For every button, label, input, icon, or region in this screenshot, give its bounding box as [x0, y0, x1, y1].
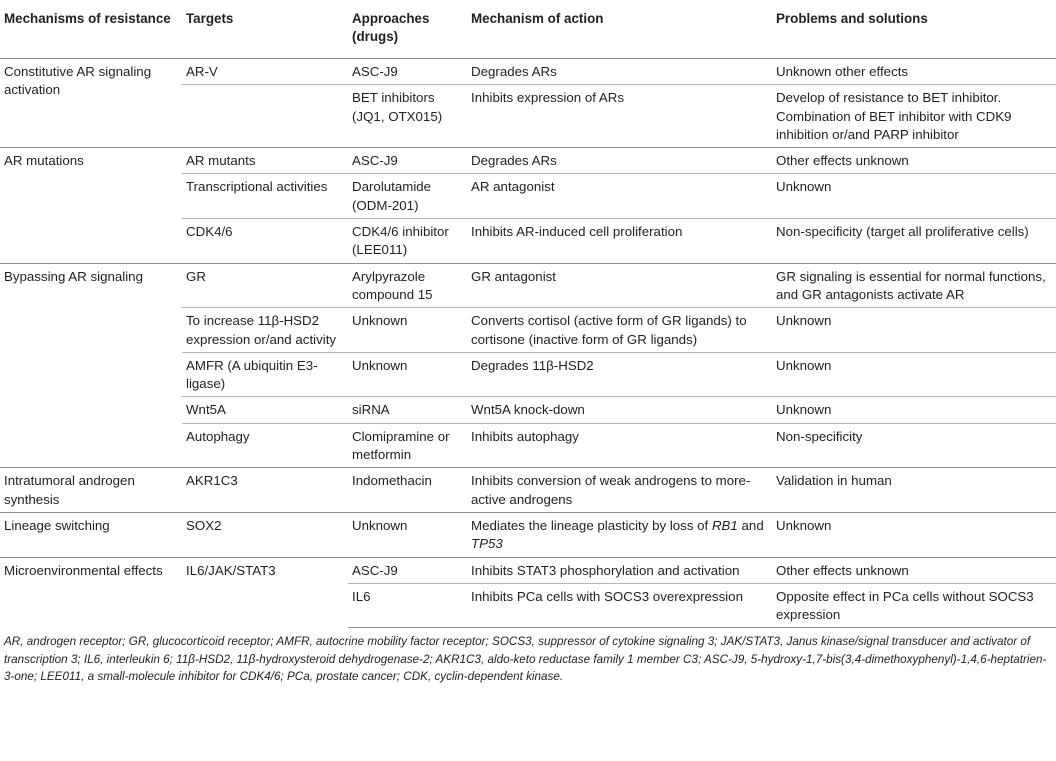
gene-rb1: RB1 — [711, 517, 738, 533]
target-cell: IL6/JAK/STAT3 — [182, 557, 348, 628]
header-targets: Targets — [182, 0, 348, 59]
table-row — [0, 148, 1056, 174]
action-and: and — [737, 517, 764, 533]
table-row — [0, 263, 1056, 308]
target-cell — [182, 85, 348, 148]
action-cell: Wnt5A knock-down — [467, 397, 772, 423]
table-row — [0, 557, 1056, 583]
action-cell: Inhibits PCa cells with SOCS3 overexpression — [467, 583, 772, 628]
problem-cell: Unknown — [772, 308, 1056, 353]
problem-cell: Validation in human — [772, 468, 1056, 513]
problem-cell: Other effects unknown — [772, 148, 1056, 174]
approach-cell: Unknown — [348, 352, 467, 397]
mechanism-cell: Microenvironmental effects — [0, 557, 182, 628]
mechanism-cell: Intratumoral androgen synthesis — [0, 468, 182, 513]
target-cell: To increase 11β-HSD2 expression or/and activity — [182, 308, 348, 353]
approach-cell: Arylpyrazole compound 15 — [348, 263, 467, 308]
problem-cell: Unknown — [772, 397, 1056, 423]
action-cell: Degrades 11β-HSD2 — [467, 352, 772, 397]
action-cell: Converts cortisol (active form of GR ligands) to cortisone (inactive form of GR ligands) — [467, 308, 772, 353]
action-cell: Inhibits STAT3 phosphorylation and activation — [467, 557, 772, 583]
approach-cell: siRNA — [348, 397, 467, 423]
table-row — [0, 468, 1056, 513]
problem-cell: Other effects unknown — [772, 557, 1056, 583]
target-cell: Autophagy — [182, 423, 348, 468]
header-row — [0, 0, 1056, 59]
approach-cell: CDK4/6 inhibitor (LEE011) — [348, 219, 467, 264]
target-cell: AMFR (A ubiquitin E3-ligase) — [182, 352, 348, 397]
mechanism-cell: Bypassing AR signaling — [0, 263, 182, 468]
approach-cell: ASC-J9 — [348, 59, 467, 85]
action-cell: GR antagonist — [467, 263, 772, 308]
approach-cell: Unknown — [348, 512, 467, 557]
problem-cell: Opposite effect in PCa cells without SOCS3 expression — [772, 583, 1056, 628]
action-cell — [467, 512, 772, 557]
target-cell: CDK4/6 — [182, 219, 348, 264]
approach-cell: BET inhibitors (JQ1, OTX015) — [348, 85, 467, 148]
target-cell: Wnt5A — [182, 397, 348, 423]
problem-cell: Unknown — [772, 174, 1056, 219]
target-cell: AR-V — [182, 59, 348, 85]
header-problems: Problems and solutions — [772, 0, 1056, 59]
action-cell: Degrades ARs — [467, 148, 772, 174]
mechanism-cell: AR mutations — [0, 148, 182, 263]
target-cell: AR mutants — [182, 148, 348, 174]
target-cell: Transcriptional activities — [182, 174, 348, 219]
problem-cell: Unknown — [772, 352, 1056, 397]
table-row — [0, 512, 1056, 557]
header-mechanism: Mechanisms of resistance — [0, 0, 182, 59]
gene-tp53: TP53 — [471, 536, 503, 552]
table-footnote: AR, androgen receptor; GR, glucocorticoid receptor; AMFR, autocrine mobility factor receptor; SOCS3, suppressor of cytokine signaling 3; JAK/STAT3, Janus kinase/signal transducer and activator of transcription 3; IL6, interleukin 6; 11β-HSD2, 11β-hydroxysteroid dehydrogenase-2; AKR1C3, aldo-keto reductase family 1 member C3; ASC-J9, 5-hydroxy-1,7-bis(3,4-dimethoxyphenyl)-1,4,6-heptatrien-3-one; LEE011, a small-molecule inhibitor for CDK4/6; PCa, prostate cancer; CDK, cyclin-dependent kinase. — [4, 635, 1047, 684]
action-cell: AR antagonist — [467, 174, 772, 219]
action-cell: Inhibits autophagy — [467, 423, 772, 468]
target-cell: GR — [182, 263, 348, 308]
action-text: Mediates the lineage plasticity by loss of — [471, 517, 712, 533]
problem-cell: Unknown — [772, 512, 1056, 557]
target-cell: AKR1C3 — [182, 468, 348, 513]
action-cell: Degrades ARs — [467, 59, 772, 85]
action-cell: Inhibits conversion of weak androgens to more-active androgens — [467, 468, 772, 513]
problem-cell: Develop of resistance to BET inhibitor. Combination of BET inhibitor with CDK9 inhibition or/and PARP inhibitor — [772, 85, 1056, 148]
action-cell: Inhibits expression of ARs — [467, 85, 772, 148]
target-cell: SOX2 — [182, 512, 348, 557]
problem-cell: Non-specificity — [772, 423, 1056, 468]
problem-cell: GR signaling is essential for normal functions, and GR antagonists activate AR — [772, 263, 1056, 308]
problem-cell: Unknown other effects — [772, 59, 1056, 85]
mechanism-cell: Constitutive AR signaling activation — [0, 59, 182, 148]
action-cell: Inhibits AR-induced cell proliferation — [467, 219, 772, 264]
table-row — [0, 59, 1056, 85]
approach-cell: Darolutamide (ODM-201) — [348, 174, 467, 219]
mechanism-cell: Lineage switching — [0, 512, 182, 557]
approach-cell: Clomipramine or metformin — [348, 423, 467, 468]
approach-cell: Indomethacin — [348, 468, 467, 513]
header-action: Mechanism of action — [467, 0, 772, 59]
header-approaches: Approaches (drugs) — [348, 0, 467, 59]
approach-cell: IL6 — [348, 583, 467, 628]
approach-cell: ASC-J9 — [348, 557, 467, 583]
approach-cell: Unknown — [348, 308, 467, 353]
approach-cell: ASC-J9 — [348, 148, 467, 174]
problem-cell: Non-specificity (target all proliferative cells) — [772, 219, 1056, 264]
